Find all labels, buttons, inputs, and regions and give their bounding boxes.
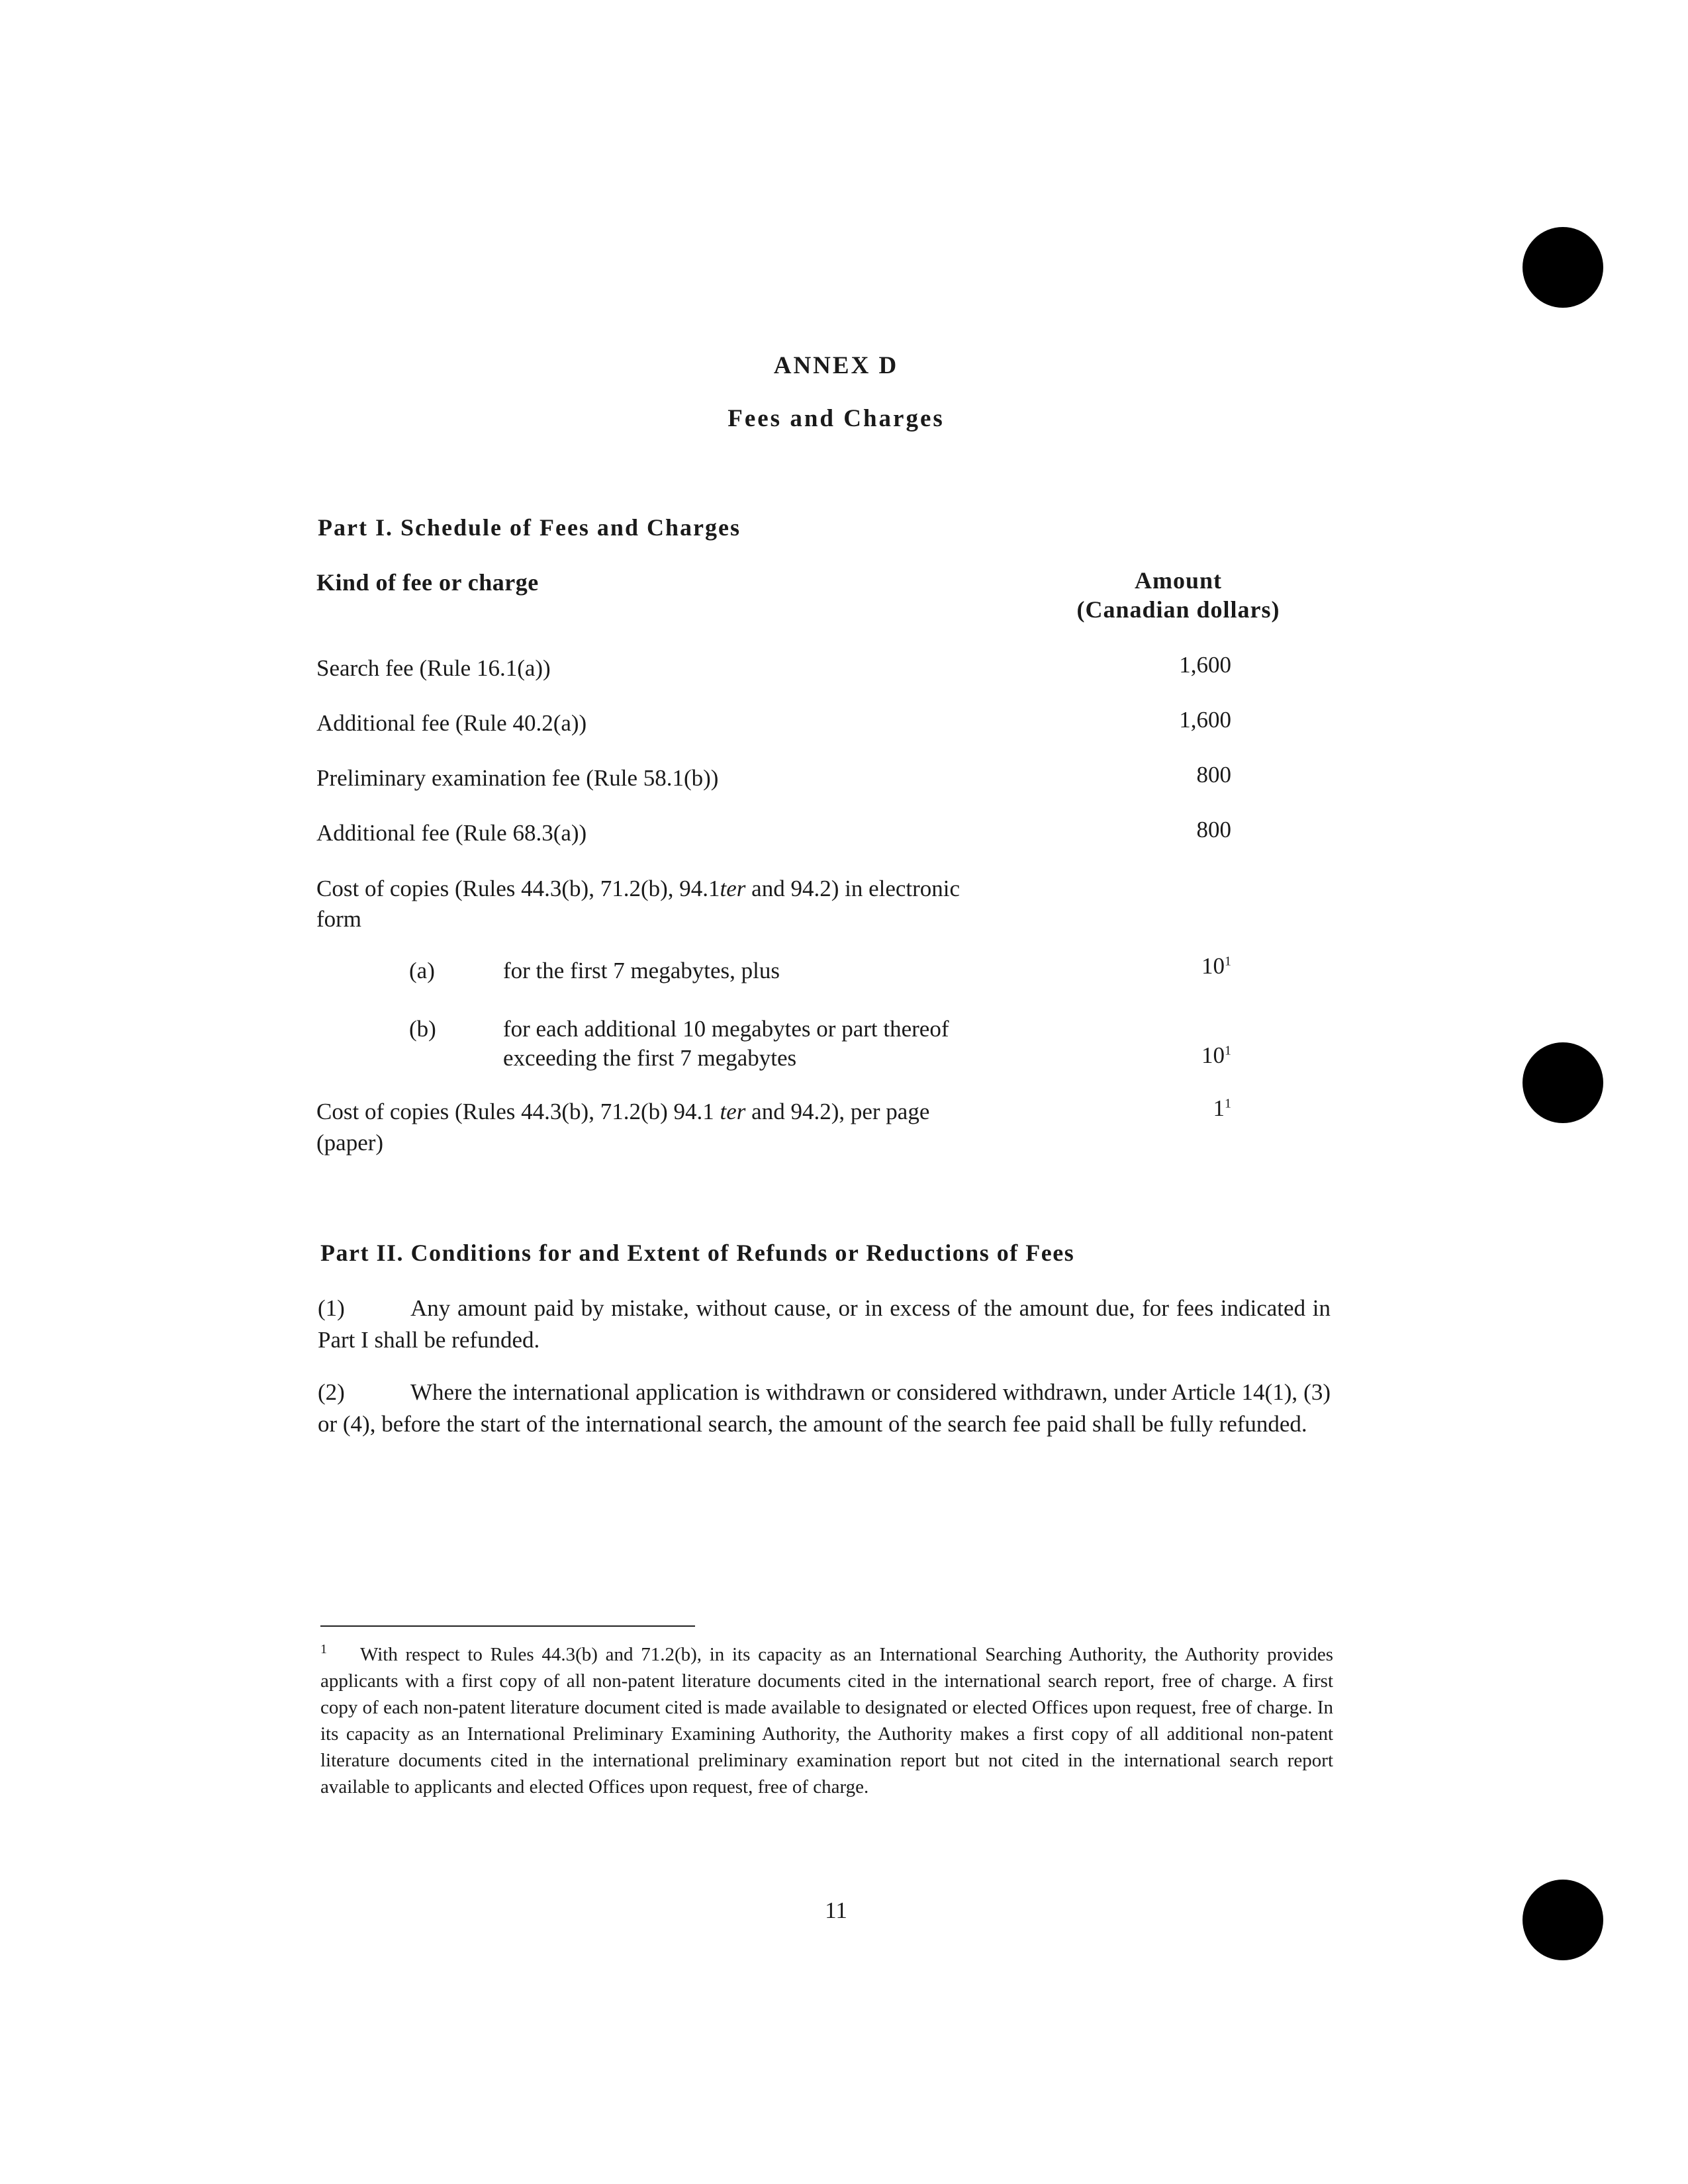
copies-electronic-text: Cost of copies (Rules 44.3(b), 71.2(b), 94.1 [316,876,720,901]
fee-row-amount: 1,600 [1179,707,1231,733]
amount-value: 1 [1213,1095,1225,1121]
copies-paper-label-line2: (paper) [316,1130,384,1156]
sub-item-text: for the first 7 megabytes, plus [503,958,780,983]
sub-item-letter: (b) [409,1016,436,1042]
fee-row-amount: 1,600 [1179,652,1231,678]
amount-value: 10 [1201,953,1225,979]
footnote-ref: 1 [1225,1043,1231,1058]
footnote: $^1$ With respect to Rules 44.3(b) and 71.2(b), in its capacity as an International Searching Authority, the Authority provides applicants with a first copy of all non-patent literature documents cited in the international search report, free of charge. A first copy of each non-patent literature document cited is made available to designated or elected Offices upon request, free of charge. In its capacity as an International Preliminary Examining Authority, the Authority makes a first copy of all additional non-patent literature documents cited in the international preliminary examination report but not cited in the international search report available to applicants and elected Offices upon request, free of charge. [320,1642,1333,1797]
footnote-ref: 1 [1225,954,1231,969]
column-amount-header-line2: (Canadian dollars) [1076,596,1280,623]
sub-item-text-line2: exceeding the first 7 megabytes [503,1045,797,1071]
paragraph-text: Where the international application is withdrawn or considered withdrawn, under Article 14(1), (3) or (4), before the start of the international search, the amount of the search fee paid shall be fully refunded. [318,1379,1331,1437]
fee-row-label: Preliminary examination fee (Rule 58.1(b)) [316,765,719,791]
fee-row-amount: 800 [1196,817,1231,842]
fee-row-label: Search fee (Rule 16.1(a)) [316,655,551,681]
copies-paper-amount [1125,1092,1231,1125]
page-number: 11 [825,1897,847,1923]
annex-title: ANNEX D [773,352,899,379]
paragraph-number: (2) [318,1379,345,1405]
footnote-ref: 1 [1225,1096,1231,1111]
copies-electronic-text-end: and 94.2) in electronic [745,876,961,901]
annex-subtitle: Fees and Charges [727,405,945,432]
fee-row-label: Additional fee (Rule 40.2(a)) [316,710,587,736]
copies-paper-label [316,1095,929,1128]
copies-paper-ter: ter [720,1099,746,1124]
copies-paper-text-end: and 94.2), per page [745,1099,930,1124]
punch-hole-top [1523,227,1603,308]
footnote-text: With respect to Rules 44.3(b) and 71.2(b), in its capacity as an International Searching Authority, the Authority provides applicants with a first copy of all non-patent literature documents cited in the international search report, free of charge. A first copy of each non-patent literature document cited is made available to designated or elected Offices upon request, free of charge. In its capacity as an International Preliminary Examining Authority, the Authority makes a first copy of all additional non-patent literature documents cited in the international preliminary examination report but not cited in the international search report available to applicants and elected Offices upon request, free of charge. [320,1644,1333,1797]
fee-row-label: Additional fee (Rule 68.3(a)) [316,820,587,846]
paragraph-number: (1) [318,1295,345,1321]
sub-item-letter: (a) [409,958,435,983]
copies-electronic-label-line2: form [316,906,362,932]
refund-paragraph [318,1293,1331,1356]
copies-paper-text: Cost of copies (Rules 44.3(b), 71.2(b) 94.1 [316,1099,720,1124]
sub-item-text: for each additional 10 megabytes or part thereof [503,1016,949,1042]
column-kind-header: Kind of fee or charge [316,569,539,596]
sub-item-amount [1125,950,1231,983]
amount-value: 10 [1201,1042,1225,1068]
refund-paragraph [318,1377,1331,1440]
sub-item-amount [1125,1039,1231,1072]
paragraph-text: Any amount paid by mistake, without cause, or in excess of the amount due, for fees indicated in Part I shall be refunded. [318,1295,1331,1353]
copies-electronic-label [316,872,960,905]
part2-heading: Part II. Conditions for and Extent of Refunds or Reductions of Fees [320,1240,1075,1266]
part1-heading: Part I. Schedule of Fees and Charges [318,514,741,541]
fee-row-amount: 800 [1196,762,1231,788]
column-amount-header-line1: Amount [1134,567,1223,594]
punch-hole-middle [1523,1042,1603,1123]
copies-electronic-ter: ter [720,876,746,901]
column-amount-header [1033,566,1324,624]
footnote-separator [320,1625,695,1627]
